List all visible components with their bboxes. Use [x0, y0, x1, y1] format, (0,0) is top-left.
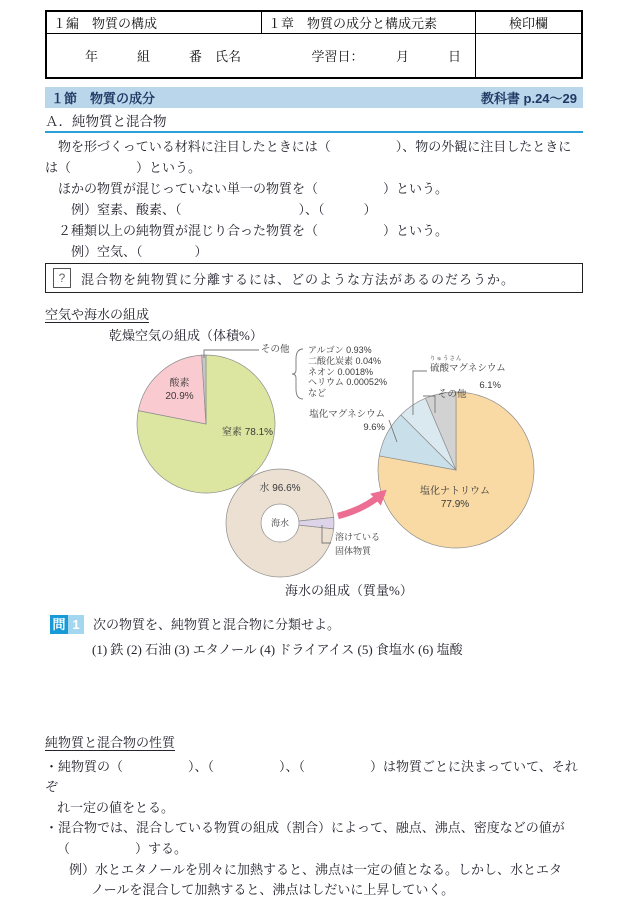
figure-heading: 空気や海水の組成: [45, 307, 150, 322]
air-other-breakdown: [308, 345, 387, 399]
water-slice-label: 水 96.6%: [259, 483, 301, 494]
textbook-reference: 教科書 p.24～29: [480, 91, 577, 106]
question-1-prompt: 次の物質を、純物質と混合物に分類せよ。: [93, 617, 341, 632]
sea-solids-pie-chart: [378, 392, 534, 548]
text-line: ・混合物では、混合している物質の組成（割合）によって、融点、沸点、密度などの値が: [45, 820, 565, 836]
sulfate-furigana: りゅうさん: [430, 356, 463, 362]
magnesium-chloride-pct: 9.6%: [363, 422, 385, 433]
subsection-title: Ａ．純物質と混合物: [45, 114, 167, 129]
text-line: 例）窒素、酸素、（ ）、（ ）: [71, 202, 377, 217]
properties-heading: 純物質と混合物の性質: [45, 735, 176, 750]
inquiry-text: 混合物を純物質に分離するには、どのような方法があるのだろうか。: [81, 271, 516, 287]
breakdown-line: ネオン 0.0018%: [308, 366, 374, 377]
badge-number: 1: [68, 615, 84, 634]
breakdown-line: 二酸化炭素 0.04%: [308, 355, 382, 366]
inquiry-box: [45, 263, 583, 293]
question-mark-icon: ?: [53, 268, 71, 288]
study-date-label: 学習日： 月 日: [311, 49, 461, 64]
air-pie-chart: [137, 355, 275, 493]
text-line: （ ）する。: [57, 840, 188, 856]
sea-chart-caption: 海水の組成（質量%）: [285, 583, 413, 598]
name-fields-label: 年 組 番 氏名: [85, 49, 242, 64]
text-line: ノールを混合して加熱すると、沸点はしだいに上昇していく。: [91, 882, 455, 898]
nitrogen-slice-label: 窒素 78.1%: [221, 427, 274, 438]
question-1-badge: [50, 615, 84, 634]
subsection-divider: [45, 131, 583, 133]
text-line: ほかの物質が混じっていない単一の物質を（ ）という。: [58, 181, 449, 196]
composition-figure: [45, 325, 585, 607]
breakdown-line: など: [308, 388, 327, 399]
solids-other-label: その他: [438, 389, 467, 400]
properties-section: [45, 733, 590, 901]
text-line: は（ ）という。: [45, 160, 202, 175]
seawater-center-label: 海水: [270, 518, 289, 528]
text-line: ・純物質の（ ）、（ ）、（ ）は物質ごとに決まっていて、それぞ: [45, 758, 578, 795]
breakdown-line: アルゴン 0.93%: [308, 345, 372, 355]
air-other-label: その他: [261, 344, 290, 355]
sodium-chloride-label: 塩化ナトリウム 77.9%: [420, 486, 490, 510]
magnesium-sulfate-label: 硫酸マグネシウム: [430, 363, 506, 374]
text-line: 物を形づくっている材料に注目したときには（ ）、物の外観に注目したときに: [58, 139, 572, 154]
magnesium-chloride-label: 塩化マグネシウム: [309, 409, 385, 420]
header-row-1: [47, 12, 581, 34]
unit-title: １編 物質の構成: [47, 12, 262, 33]
stamp-empty-cell: [476, 34, 581, 77]
text-line: 例）水とエタノールを別々に加熱すると、沸点は一定の値となる。しかし、水とエタ: [69, 861, 562, 877]
badge-kanji: 問: [50, 615, 68, 634]
question-1: [50, 615, 340, 634]
section-title: １節 物質の成分: [51, 91, 156, 106]
breakdown-line: ヘリウム 0.00052%: [308, 377, 387, 388]
stamp-column-label: 検印欄: [508, 16, 548, 31]
question-1-items: (1) 鉄 (2) 石油 (3) エタノール (4) ドライアイス (5) 食塩水 (6) 塩酸: [92, 642, 463, 657]
name-date-cell: [47, 34, 476, 77]
text-line: れ一定の値をとる。: [57, 799, 175, 815]
air-chart-title: 乾燥空気の組成（体積%）: [109, 328, 263, 343]
section-bar: [45, 87, 583, 108]
dissolved-solids-label: 溶けている 固体物質: [335, 532, 381, 556]
chapter-title: １章 物質の成分と構成元素: [262, 12, 476, 33]
header-row-2: [47, 34, 581, 77]
intro-paragraph: [45, 136, 590, 262]
text-line: 例）空気、（ ）: [71, 244, 208, 259]
text-line: ２種類以上の純物質が混じり合った物質を（ ）という。: [58, 223, 449, 238]
magnesium-sulfate-pct: 6.1%: [479, 380, 501, 391]
oxygen-slice-label: 酸素 20.9%: [165, 378, 194, 402]
header-table: [45, 10, 583, 79]
seawater-to-solids-arrow: [338, 493, 383, 516]
